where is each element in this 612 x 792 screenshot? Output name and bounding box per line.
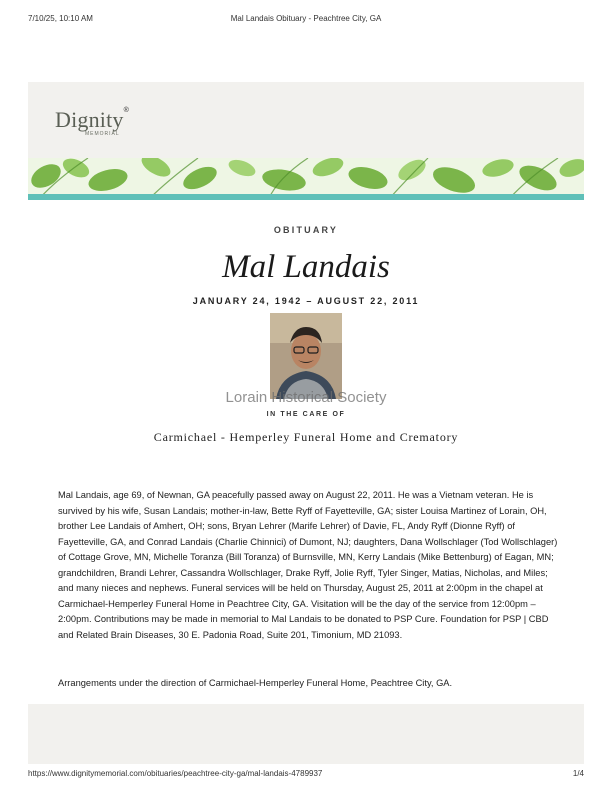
obituary-paragraph-1: Mal Landais, age 69, of Newnan, GA peacefully passed away on August 22, 2011. He was a Vietnam veteran. He is survived by his wife, Susan Landais; mother-in-law, Bette Ryff of Fayetteville, GA; sister Louisa Martinez of Lorain, OH, brother Lee Landais of Amhert, OH; sons, Bryan Lehrer (Marife Lehrer) of Davie, FL, Andy Ryff (Dionne Ryff) of Fayetteville, GA, and Conrad Landais (Charlie Chinnici) of Dumont, NJ; daughters, Dana Wollschlager (Tod Wollschlager) of Cottage Grove, MN, Michelle Toranza (Bill Toranza) of Burnsville, MN, Kerry Landais (Mike Bettenburg) of Eagan, MN; grandchildren, Brandi Lehrer, Cassandra Wollschlager, Drake Ryff, Jolie Ryff, Tyler Singer, Matias, Nicholas, and Miles; and many nieces and nephews. Funeral services will be held on Thursday, August 25, 2011 at 2:00pm in the chapel at Carmichael-Hemperley Funeral Home in Peachtree City, GA. Visitation will be the day of the service from 12:00pm – 2:00pm. Contributions may be made in memorial to Mal Landais to be donated to PSP Cure. Foundation for PSP | CBD and Related Brain Diseases, 30 E. Padonia Road, Suite 201, Timonium, MD 21093. (58, 490, 558, 640)
page-number: 1/4 (572, 769, 584, 778)
content-footer-band (28, 704, 584, 764)
deceased-name: Mal Landais (222, 249, 390, 285)
leaf-banner-art (28, 158, 584, 200)
obituary-label: OBITUARY (273, 225, 339, 235)
logo-sub: MEMORIAL (85, 131, 120, 137)
deceased-photo (270, 313, 342, 399)
portrait-image (270, 313, 342, 399)
watermark-text: Lorain Historical Society (225, 389, 387, 406)
funeral-home-link[interactable]: Carmichael - Hemperley Funeral Home and Crematory (153, 430, 459, 444)
life-dates: JANUARY 24, 1942 – AUGUST 22, 2011 (192, 296, 420, 306)
print-page-title: Mal Landais Obituary - Peachtree City, GA (230, 14, 382, 23)
care-label: IN THE CARE OF (266, 411, 346, 418)
print-datetime: 7/10/25, 10:10 AM (28, 14, 93, 23)
obituary-paragraph-2: Arrangements under the direction of Carmichael-Hemperley Funeral Home, Peachtree City, GA. (58, 678, 453, 688)
leaf-banner (28, 158, 584, 200)
dignity-logo[interactable] (55, 107, 129, 137)
logo-registered-mark: ® (123, 107, 129, 114)
site-header (28, 82, 584, 158)
print-url: https://www.dignitymemorial.com/obituaries/peachtree-city-ga/mal-landais-4789937 (28, 769, 323, 778)
logo-brand: Dignity (55, 107, 124, 132)
